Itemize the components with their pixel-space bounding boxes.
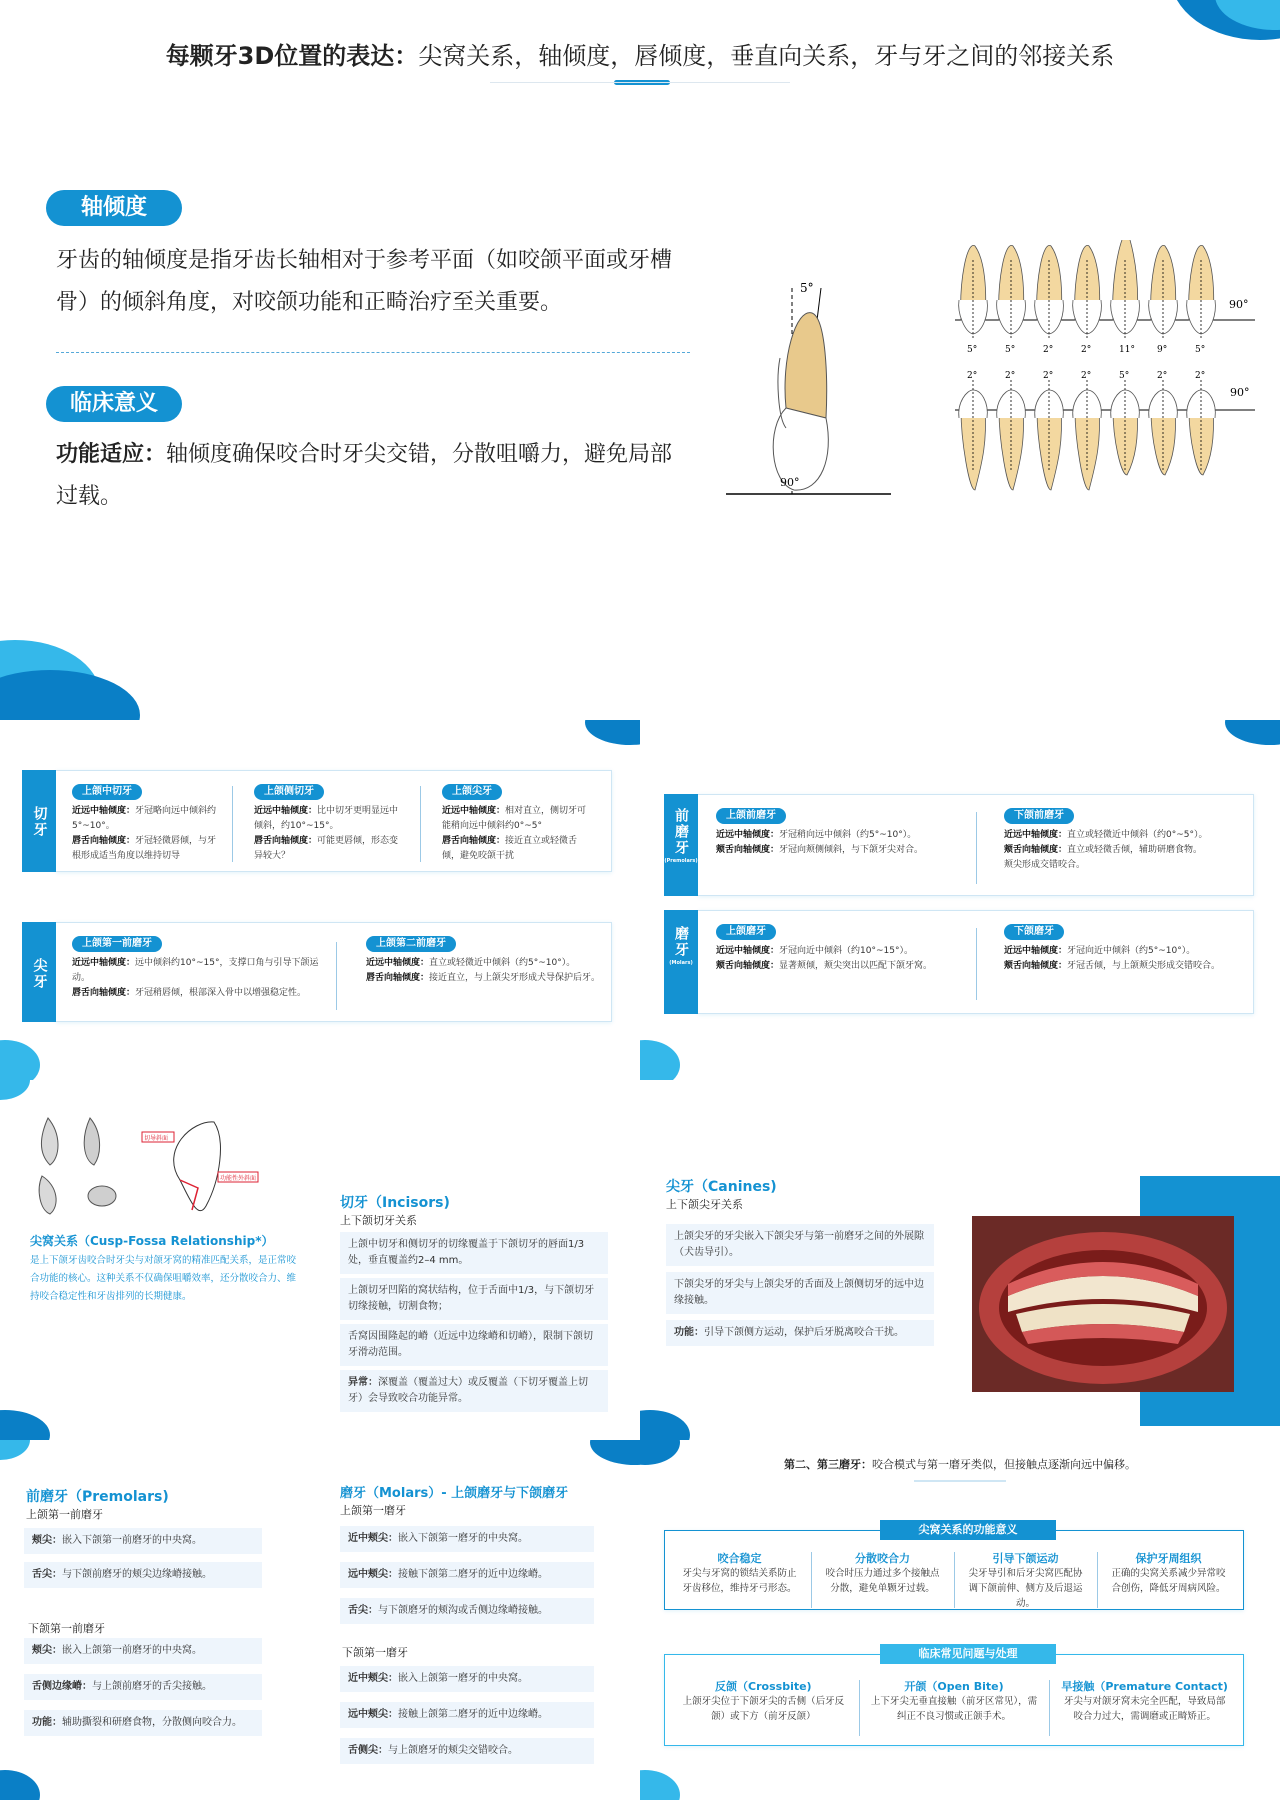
card-tag: 上颌前磨牙 xyxy=(716,808,786,824)
slide-summary xyxy=(640,1440,1280,1800)
divider xyxy=(859,1680,860,1736)
card-body xyxy=(72,804,222,864)
slide-anterior-inclination xyxy=(0,720,640,1080)
card-body xyxy=(1004,828,1244,873)
lower-side-angle: 90° xyxy=(1230,386,1250,399)
upper-angle-label: 9° xyxy=(1157,345,1168,355)
card-line-label: 近远中轴倾度： xyxy=(442,806,506,816)
lower-tooth xyxy=(997,380,1026,490)
card-line xyxy=(442,804,592,834)
lower-tooth xyxy=(1111,380,1140,475)
info-row xyxy=(340,1702,594,1728)
card-body xyxy=(366,956,616,986)
info-row xyxy=(24,1710,262,1736)
card-line xyxy=(442,834,592,864)
card-line xyxy=(366,971,616,986)
card-line-label: 近远中轴倾度： xyxy=(72,806,136,816)
fig-label-functional: 功能性外斜面 xyxy=(220,1175,257,1182)
summary-col-text: 咬合时压力通过多个接触点分散，避免单颗牙过载。 xyxy=(825,1568,940,1594)
summary-col-heading: 开颌（Open Bite) xyxy=(904,1680,1004,1693)
info-row-label: 近中颊尖： xyxy=(348,1533,398,1544)
canines-subtitle: 上下颌尖牙关系 xyxy=(666,1198,743,1211)
incisor-side-label: 切牙 xyxy=(22,770,56,872)
info-row-label: 颊尖： xyxy=(32,1535,62,1546)
summary-col-heading: 保护牙周组织 xyxy=(1135,1552,1202,1565)
info-row-text: 与下颌前磨牙的颊尖边缘嵴接触。 xyxy=(62,1569,212,1580)
info-row-text: 深覆盖（覆盖过大）或反覆盖（下切牙覆盖上切牙）会导致咬合功能异常。 xyxy=(348,1377,588,1404)
corner-decoration xyxy=(0,1770,40,1800)
info-row xyxy=(340,1598,594,1624)
card-line-label: 唇舌向轴倾度： xyxy=(366,973,430,983)
upper-angle-label: 11° xyxy=(1119,345,1135,355)
card-tag: 上颌侧切牙 xyxy=(254,784,324,800)
card-line xyxy=(366,956,616,971)
info-row-text: 上颌中切牙和侧切牙的切缘覆盖于下颌切牙的唇面1/3处，垂直覆盖约2–4 mm。 xyxy=(348,1239,585,1266)
info-row xyxy=(340,1232,608,1274)
info-row-text: 与上颌磨牙的颊尖交错咬合。 xyxy=(388,1745,518,1756)
axial-pill: 轴倾度 xyxy=(46,190,182,226)
card-body xyxy=(716,828,956,858)
card-line xyxy=(716,944,956,959)
card-line-text: 显著颊倾，颊尖突出以匹配下颌牙窝。 xyxy=(779,961,933,971)
corner-decoration xyxy=(640,1770,680,1800)
molars-upper-subtitle: 上颌第一磨牙 xyxy=(340,1504,406,1517)
info-row xyxy=(666,1272,934,1314)
summary-col-heading: 分散咬合力 xyxy=(855,1552,910,1565)
summary-col-heading: 咬合稳定 xyxy=(717,1552,762,1565)
info-row xyxy=(666,1320,934,1346)
card-line xyxy=(1004,959,1244,974)
card-line-text: 直立或轻微近中倾斜（约0°~5°）。 xyxy=(1067,830,1208,840)
divider xyxy=(1049,1680,1050,1736)
card-line-label: 唇舌向轴倾度： xyxy=(72,988,136,998)
card-tag: 上颌尖牙 xyxy=(442,784,502,800)
card-body xyxy=(716,944,956,974)
info-row-label: 舌侧尖： xyxy=(348,1745,388,1756)
upper-tooth xyxy=(1187,245,1216,338)
card-line-text: 接近直立或轻微舌倾，避免咬颌干扰 xyxy=(442,836,578,861)
slide-axial-inclination xyxy=(0,0,1280,720)
card-line-text: 相对直立，侧切牙可能稍向远中倾斜约0°~5° xyxy=(442,806,587,831)
info-row xyxy=(340,1324,608,1366)
card-line-label: 近远中轴倾度： xyxy=(366,958,430,968)
divider xyxy=(954,1552,955,1608)
info-row xyxy=(340,1526,594,1552)
summary-col-heading: 引导下颌运动 xyxy=(992,1552,1059,1565)
lower-tooth xyxy=(959,380,988,490)
molars-title: 磨牙（Molars）- 上颌磨牙与下颌磨牙 xyxy=(340,1486,569,1501)
card-line xyxy=(716,828,956,843)
slide-canines xyxy=(640,1080,1280,1440)
card-body xyxy=(1004,944,1244,974)
incisors-subtitle: 上下颌切牙关系 xyxy=(340,1214,417,1227)
summary-col-text: 牙尖与对颌牙窝未完全匹配，导致局部咬合力过大，需调磨或正畸矫正。 xyxy=(1063,1696,1226,1722)
lower-tooth xyxy=(1149,380,1178,475)
premolar-side-label: 前磨牙 (Premolars) xyxy=(664,794,698,896)
summary-col-text: 牙尖与牙窝的锁结关系防止牙齿移位，维持牙弓形态。 xyxy=(682,1568,797,1594)
summary-top-text: 咬合模式与第一磨牙类似，但接触点逐渐向远中偏移。 xyxy=(872,1458,1136,1471)
card-body xyxy=(442,804,592,864)
lower-tooth xyxy=(1035,380,1064,490)
lower-angle-label: 2° xyxy=(1043,371,1054,381)
info-row-label: 舌侧边缘嵴： xyxy=(32,1681,92,1692)
card-line xyxy=(1004,944,1244,959)
single-tooth-figure xyxy=(726,278,891,498)
cusp-fossa-body: 是上下颌牙齿咬合时牙尖与对颌牙窝的精准匹配关系，是正常咬合功能的核心。这种关系不仅确保咀嚼效率，还分散咬合力、维持咬合稳定性和牙齿排列的长期健康。 xyxy=(30,1255,297,1302)
info-row-text: 引导下颌侧方运动，保护后牙脱离咬合干扰。 xyxy=(704,1327,904,1338)
divider xyxy=(420,786,421,862)
card-line-label: 近远中轴倾度： xyxy=(254,806,318,816)
info-row-text: 与上颌前磨牙的舌尖接触。 xyxy=(92,1681,212,1692)
card-line-label: 颊舌向轴倾度： xyxy=(716,961,780,971)
info-row xyxy=(24,1562,262,1588)
page-title xyxy=(0,36,1280,71)
card-line xyxy=(1004,828,1244,843)
corner-decoration xyxy=(0,1040,40,1080)
upper-tooth xyxy=(1073,245,1102,338)
info-row-text: 上颌尖牙的牙尖嵌入下颌尖牙与第一前磨牙之间的外展隙（犬齿导引）。 xyxy=(674,1231,924,1258)
card-line-label: 唇舌向轴倾度： xyxy=(442,836,506,846)
info-row-text: 嵌入上颌第一前磨牙的中央窝。 xyxy=(62,1645,202,1656)
info-row xyxy=(340,1738,594,1764)
card-line xyxy=(1004,843,1244,858)
card-line-text: 牙冠稍唇倾，根部深入骨中以增强稳定性。 xyxy=(135,988,307,998)
upper-side-angle: 90° xyxy=(1229,298,1249,311)
info-row-text: 嵌入下颌第一磨牙的中央窝。 xyxy=(398,1533,528,1544)
card-line-text: 牙冠向近中倾斜（约5°~10°）。 xyxy=(1067,946,1196,956)
corner-decoration xyxy=(585,720,640,745)
info-row xyxy=(666,1224,934,1266)
slide-posterior-inclination xyxy=(640,720,1280,1080)
lower-angle-label: 5° xyxy=(1119,371,1130,381)
card-line xyxy=(72,986,322,1001)
premolars-lower-subtitle: 下颌第一前磨牙 xyxy=(28,1622,105,1635)
function-label: 功能适应： xyxy=(56,442,167,467)
function-text: 轴倾度确保咬合时牙尖交错，分散咀嚼力，避免局部过载。 xyxy=(56,442,673,509)
molars-lower-subtitle: 下颌第一磨牙 xyxy=(342,1646,408,1659)
info-row-label: 功能： xyxy=(32,1717,62,1728)
upper-tooth xyxy=(1111,240,1140,338)
lower-tooth xyxy=(1187,380,1216,475)
summary-col-text: 上下牙尖无垂直接触（前牙区常见），需纠正不良习惯或正颌手术。 xyxy=(870,1696,1038,1722)
divider xyxy=(811,1552,812,1608)
card-line-label: 近远中轴倾度： xyxy=(1004,946,1068,956)
card-line xyxy=(72,956,322,986)
page-title-bold: 每颗牙3D位置的表达： xyxy=(165,42,419,70)
upper-angle-label: 5° xyxy=(1195,345,1206,355)
card-line-text: 可能更唇倾，形态变异较大？ xyxy=(254,836,399,861)
divider xyxy=(232,786,233,862)
single-top-angle: 5° xyxy=(800,281,814,295)
card-tag: 下颌磨牙 xyxy=(1004,924,1064,940)
slide-cusp-fossa xyxy=(0,1080,640,1440)
card-line: 颊尖形成交错咬合。 xyxy=(1004,860,1086,870)
card-tag: 上颌第一前磨牙 xyxy=(72,936,162,952)
card-line-text: 接近直立，与上颌尖牙形成犬导保护后牙。 xyxy=(429,973,601,983)
canines-title: 尖牙（Canines) xyxy=(666,1179,777,1195)
card-line-text: 直立或轻微舌倾，辅助研磨食物。 xyxy=(1067,845,1203,855)
corner-decoration xyxy=(0,1440,30,1460)
info-row-text: 上颌切牙凹陷的窝状结构，位于舌面中1/3，与下颌切牙切缘接触，切割食物； xyxy=(348,1285,595,1312)
premolars-upper-subtitle: 上颌第一前磨牙 xyxy=(26,1508,103,1521)
info-row-label: 功能： xyxy=(674,1327,704,1338)
lower-angle-label: 2° xyxy=(1195,371,1206,381)
info-row-text: 嵌入下颌第一前磨牙的中央窝。 xyxy=(62,1535,202,1546)
card-line xyxy=(716,959,956,974)
card-line-text: 牙冠向近中倾斜（约10°~15°）。 xyxy=(779,946,913,956)
lower-angle-label: 2° xyxy=(967,371,978,381)
info-row xyxy=(24,1528,262,1554)
axial-paragraph: 牙齿的轴倾度是指牙齿长轴相对于参考平面（如咬颌平面或牙槽骨）的倾斜角度，对咬颌功能和正畸治疗至关重要。 xyxy=(56,248,673,315)
lower-angle-label: 2° xyxy=(1005,371,1016,381)
summary-col-text: 尖牙导引和后牙尖窝匹配协调下颌前伸、侧方及后退运动。 xyxy=(968,1568,1083,1609)
card-line xyxy=(716,843,956,858)
info-row-label: 舌尖： xyxy=(348,1605,378,1616)
card-line xyxy=(254,804,404,834)
card-tag: 上颌磨牙 xyxy=(716,924,776,940)
function-box-title: 尖窝关系的功能意义 xyxy=(880,1520,1056,1540)
card-tag: 下颌前磨牙 xyxy=(1004,808,1074,824)
info-row-label: 远中颊尖： xyxy=(348,1709,398,1720)
card-line xyxy=(254,834,404,864)
function-paragraph xyxy=(56,434,676,518)
info-row xyxy=(340,1370,608,1412)
info-row-text: 与下颌磨牙的颊沟或舌侧边缘嵴接触。 xyxy=(378,1605,548,1616)
corner-decoration xyxy=(640,1410,690,1440)
card-line-text: 牙冠稍向远中倾斜（约5°~10°）。 xyxy=(779,830,917,840)
summary-col-text: 正确的尖窝关系减少异常咬合创伤，降低牙周病风险。 xyxy=(1111,1568,1226,1594)
card-line-text: 直立或轻微近中倾斜（约5°~10°）。 xyxy=(429,958,576,968)
card-line xyxy=(72,834,222,864)
card-line-label: 颊舌向轴倾度： xyxy=(716,845,780,855)
summary-col-text: 上颌牙尖位于下颌牙尖的舌侧（后牙反颌）或下方（前牙反颌） xyxy=(682,1696,845,1722)
card-line-label: 近远中轴倾度： xyxy=(1004,830,1068,840)
info-row-label: 颊尖： xyxy=(32,1645,62,1656)
info-row-text: 下颌尖牙的牙尖与上颌尖牙的舌面及上颌侧切牙的远中边缘接触。 xyxy=(674,1279,924,1306)
card-line xyxy=(72,804,222,834)
card-line-label: 近远中轴倾度： xyxy=(716,830,780,840)
info-row-label: 舌尖： xyxy=(32,1569,62,1580)
card-line-label: 颊舌向轴倾度： xyxy=(1004,961,1068,971)
incisors-title: 切牙（Incisors) xyxy=(340,1195,450,1211)
summary-top-bold: 第二、第三磨牙： xyxy=(784,1458,872,1471)
info-row-text: 接触上颌第二磨牙的近中边缘嵴。 xyxy=(398,1709,548,1720)
fig-label-incisal: 切导斜面 xyxy=(144,1135,169,1142)
card-tag: 上颌中切牙 xyxy=(72,784,142,800)
summary-top-line xyxy=(640,1456,1280,1472)
summary-col-heading: 反颌（Crossbite) xyxy=(715,1680,812,1693)
corner-decoration xyxy=(640,1040,680,1080)
info-row-text: 嵌入上颌第一磨牙的中央窝。 xyxy=(398,1673,528,1684)
divider xyxy=(336,942,337,1010)
card-tag: 上颌第二前磨牙 xyxy=(366,936,456,952)
info-row-label: 近中颊尖： xyxy=(348,1673,398,1684)
upper-angle-label: 2° xyxy=(1043,345,1054,355)
info-row xyxy=(24,1638,262,1664)
corner-decoration xyxy=(0,1080,30,1100)
card-line-label: 颊舌向轴倾度： xyxy=(1004,845,1068,855)
intraoral-photo xyxy=(972,1216,1234,1392)
card-line-text: 牙冠向颊侧倾斜，与下颌牙尖对合。 xyxy=(779,845,924,855)
info-row-text: 辅助撕裂和研磨食物，分散侧向咬合力。 xyxy=(62,1717,242,1728)
page-title-rest: 尖窝关系，轴倾度，唇倾度，垂直向关系，牙与牙之间的邻接关系 xyxy=(418,42,1115,70)
card-line-label: 唇舌向轴倾度： xyxy=(254,836,318,846)
info-row-text: 接触下颌第二磨牙的近中边缘嵴。 xyxy=(398,1569,548,1580)
card-line-label: 近远中轴倾度： xyxy=(72,958,136,968)
dashed-divider xyxy=(56,352,690,353)
info-row-label: 远中颊尖： xyxy=(348,1569,398,1580)
corner-decoration xyxy=(590,1440,640,1465)
lower-angle-label: 2° xyxy=(1157,371,1168,381)
info-row xyxy=(340,1278,608,1320)
summary-rule xyxy=(914,1480,1006,1482)
lower-angle-label: 2° xyxy=(1081,371,1092,381)
canine-side-label: 尖牙 xyxy=(22,922,56,1022)
lower-tooth xyxy=(1073,380,1102,490)
upper-tooth xyxy=(1149,245,1178,338)
card-body xyxy=(72,956,322,1001)
card-line-text: 牙冠轻微唇倾，与牙根形成适当角度以维持切导 xyxy=(72,836,217,861)
slide-molar-occlusion xyxy=(320,1440,640,1800)
card-line-text: 牙冠舌倾，与上颌颊尖形成交错咬合。 xyxy=(1067,961,1221,971)
cusp-fossa-title: 尖窝关系（Cusp-Fossa Relationship*） xyxy=(30,1234,274,1248)
corner-decoration xyxy=(0,1410,50,1440)
single-bottom-angle: 90° xyxy=(780,476,800,489)
title-rule xyxy=(490,82,790,83)
divider xyxy=(976,928,977,1000)
corner-decoration xyxy=(1225,720,1280,745)
dentition-figure xyxy=(955,240,1255,500)
upper-angle-label: 2° xyxy=(1081,345,1092,355)
upper-angle-label: 5° xyxy=(967,345,978,355)
molar-side-label: 磨牙 (Molars) xyxy=(664,910,698,1014)
upper-tooth xyxy=(997,245,1026,338)
summary-col-heading: 早接触（Premature Contact) xyxy=(1061,1680,1228,1693)
slide-premolar-occlusion xyxy=(0,1440,320,1800)
card-line-text: 牙冠略向远中倾斜约5°~10°。 xyxy=(72,806,217,831)
divider xyxy=(976,812,977,884)
card-line-label: 唇舌向轴倾度： xyxy=(72,836,136,846)
info-row xyxy=(340,1666,594,1692)
upper-tooth xyxy=(959,245,988,338)
info-row-label: 异常： xyxy=(348,1377,378,1388)
info-row-text: 舌窝因围隆起的嵴（近远中边缘嵴和切嵴），限制下颌切牙滑动范围。 xyxy=(348,1331,593,1358)
issues-box-title: 临床常见问题与处理 xyxy=(880,1644,1056,1664)
info-row xyxy=(24,1674,262,1700)
corner-decoration xyxy=(0,670,140,720)
premolars-title: 前磨牙（Premolars) xyxy=(26,1489,169,1505)
info-row xyxy=(340,1562,594,1588)
card-line-label: 近远中轴倾度： xyxy=(716,946,780,956)
card-line-text: 远中倾斜约10°~15°，支撑口角与引导下颌运动。 xyxy=(72,958,319,983)
clinical-pill: 临床意义 xyxy=(46,386,182,422)
upper-tooth xyxy=(1035,245,1064,338)
card-body xyxy=(254,804,404,864)
tooth-sections-figure xyxy=(30,1110,262,1220)
divider xyxy=(1097,1552,1098,1608)
upper-angle-label: 5° xyxy=(1005,345,1016,355)
card-line-text: 比中切牙更明显远中倾斜，约10°~15°。 xyxy=(254,806,399,831)
